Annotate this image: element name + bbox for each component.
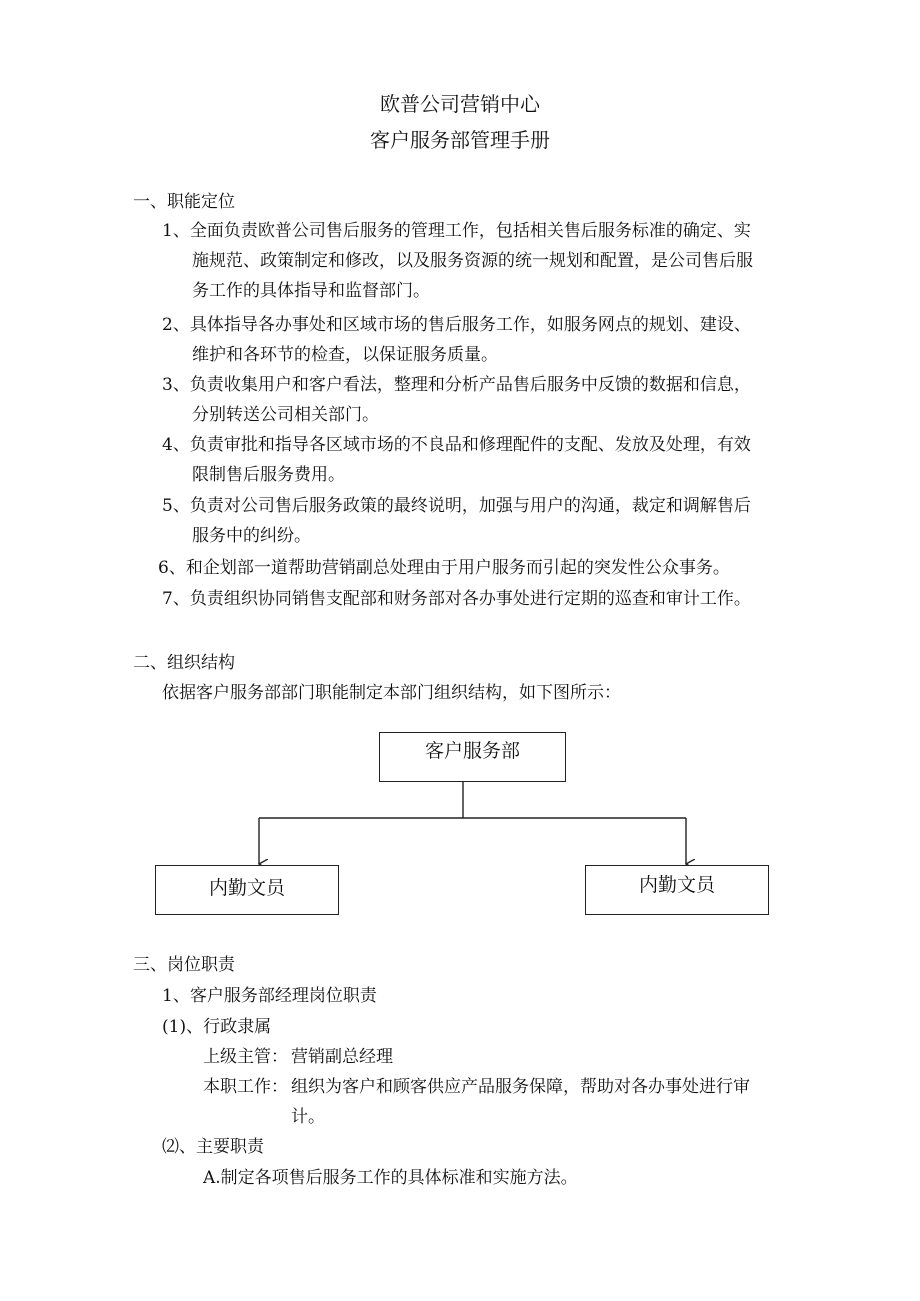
section-heading-structure: 二、组织结构 xyxy=(133,653,235,673)
org-node-customer-service xyxy=(379,732,566,782)
main-duty-item: A.制定各项售后服务工作的具体标准和实施方法。 xyxy=(203,1168,578,1188)
list-item-line: 维护和各环节的检查，以保证服务质量。 xyxy=(192,345,498,365)
duty-value-continued: 计。 xyxy=(291,1107,325,1127)
subsection-title: 1、客户服务部经理岗位职责 xyxy=(162,986,377,1006)
list-item-line: 4、负责审批和指导各区域市场的不良品和修理配件的支配、发放及处理，有效 xyxy=(162,435,751,455)
superior-value: 营销副总经理 xyxy=(291,1047,393,1067)
document-subtitle: 客户服务部管理手册 xyxy=(370,128,550,152)
admin-heading: (1)、行政隶属 xyxy=(162,1017,272,1037)
section-intro: 依据客户服务部部门职能制定本部门组织结构，如下图所示： xyxy=(162,683,621,703)
list-item-line: 服务中的纠纷。 xyxy=(192,526,311,546)
document-title: 欧普公司营销中心 xyxy=(380,92,540,116)
section-heading-function: 一、职能定位 xyxy=(133,192,235,212)
main-duties-heading: ⑵、主要职责 xyxy=(162,1137,264,1157)
list-item-line: 限制售后服务费用。 xyxy=(192,465,345,485)
duty-value: 组织为客户和顾客供应产品服务保障，帮助对各办事处进行审 xyxy=(291,1077,750,1097)
list-item-line: 2、具体指导各办事处和区域市场的售后服务工作，如服务网点的规划、建设、 xyxy=(162,315,751,335)
org-node-label: 客户服务部 xyxy=(424,740,520,762)
list-item-line: 施规范、政策制定和修改，以及服务资源的统一规划和配置，是公司售后服 xyxy=(192,251,753,271)
list-item-line: 分别转送公司相关部门。 xyxy=(192,405,379,425)
org-node-label: 内勤文员 xyxy=(638,874,715,896)
list-item-line: 6、和企划部一道帮助营销副总处理由于用户服务而引起的突发性公众事务。 xyxy=(158,558,730,578)
superior-label: 上级主管： xyxy=(203,1047,288,1067)
list-item-line: 务工作的具体指导和监督部门。 xyxy=(192,281,430,301)
list-item-line: 1、全面负责欧普公司售后服务的管理工作，包括相关售后服务标准的确定、实 xyxy=(162,221,751,241)
duty-label: 本职工作： xyxy=(203,1077,288,1097)
list-item-line: 3、负责收集用户和客户看法，整理和分析产品售后服务中反馈的数据和信息， xyxy=(162,375,751,395)
org-node-label: 内勤文员 xyxy=(208,877,285,899)
org-node-clerk-right xyxy=(585,865,769,915)
section-heading-duties: 三、岗位职责 xyxy=(133,955,235,975)
list-item-line: 7、负责组织协同销售支配部和财务部对各办事处进行定期的巡查和审计工作。 xyxy=(162,589,751,609)
org-node-clerk-left xyxy=(155,865,339,915)
list-item-line: 5、负责对公司售后服务政策的最终说明，加强与用户的沟通，裁定和调解售后 xyxy=(162,496,751,516)
